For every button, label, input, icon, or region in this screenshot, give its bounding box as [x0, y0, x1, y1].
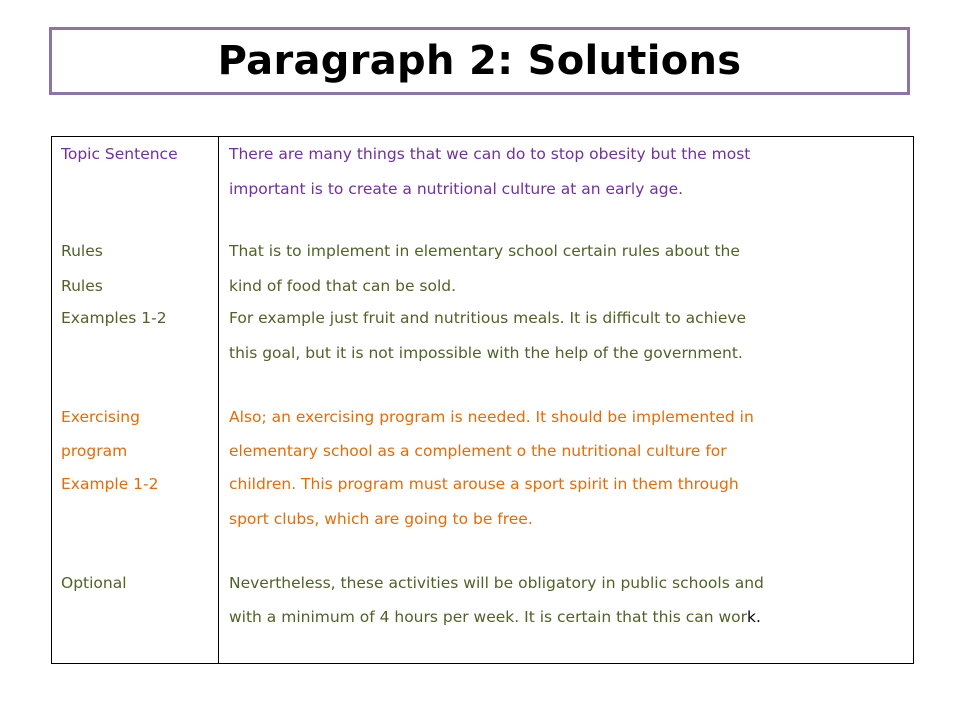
title-box: [49, 27, 910, 95]
slide-title: Paragraph 2: Solutions: [217, 38, 742, 84]
optional-line-2: [229, 607, 761, 627]
outline-table: [51, 136, 914, 664]
column-divider: [218, 137, 219, 663]
label-program: program: [61, 442, 128, 460]
examples-line-1: For example just fruit and nutritious meals. It is difficult to achieve: [229, 309, 747, 327]
rules-line-1: That is to implement in elementary school certain rules about the: [229, 242, 740, 260]
label-examples: Examples 1-2: [61, 309, 167, 327]
label-example-1-2: Example 1-2: [61, 475, 159, 493]
topic-line-1: There are many things that we can do to stop obesity but the most: [229, 145, 751, 163]
label-topic-sentence: Topic Sentence: [61, 145, 178, 163]
exercising-line-2: elementary school as a complement o the nutritional culture for: [229, 442, 727, 460]
exercising-line-3: children. This program must arouse a sport spirit in them through: [229, 475, 739, 493]
optional-line-2-end: k.: [747, 608, 761, 626]
label-rules-1: Rules: [61, 242, 103, 260]
optional-line-2-main: with a minimum of 4 hours per week. It is certain that this can wor: [229, 608, 748, 626]
optional-line-1: Nevertheless, these activities will be obligatory in public schools and: [229, 574, 764, 592]
exercising-line-4: sport clubs, which are going to be free.: [229, 510, 533, 528]
label-rules-2: Rules: [61, 277, 103, 295]
exercising-line-1: Also; an exercising program is needed. It should be implemented in: [229, 408, 754, 426]
topic-line-2: important is to create a nutritional culture at an early age.: [229, 180, 684, 198]
rules-line-2: kind of food that can be sold.: [229, 277, 457, 295]
label-exercising: Exercising: [61, 408, 140, 426]
examples-line-2: this goal, but it is not impossible with the help of the government.: [229, 344, 743, 362]
label-optional: Optional: [61, 574, 127, 592]
